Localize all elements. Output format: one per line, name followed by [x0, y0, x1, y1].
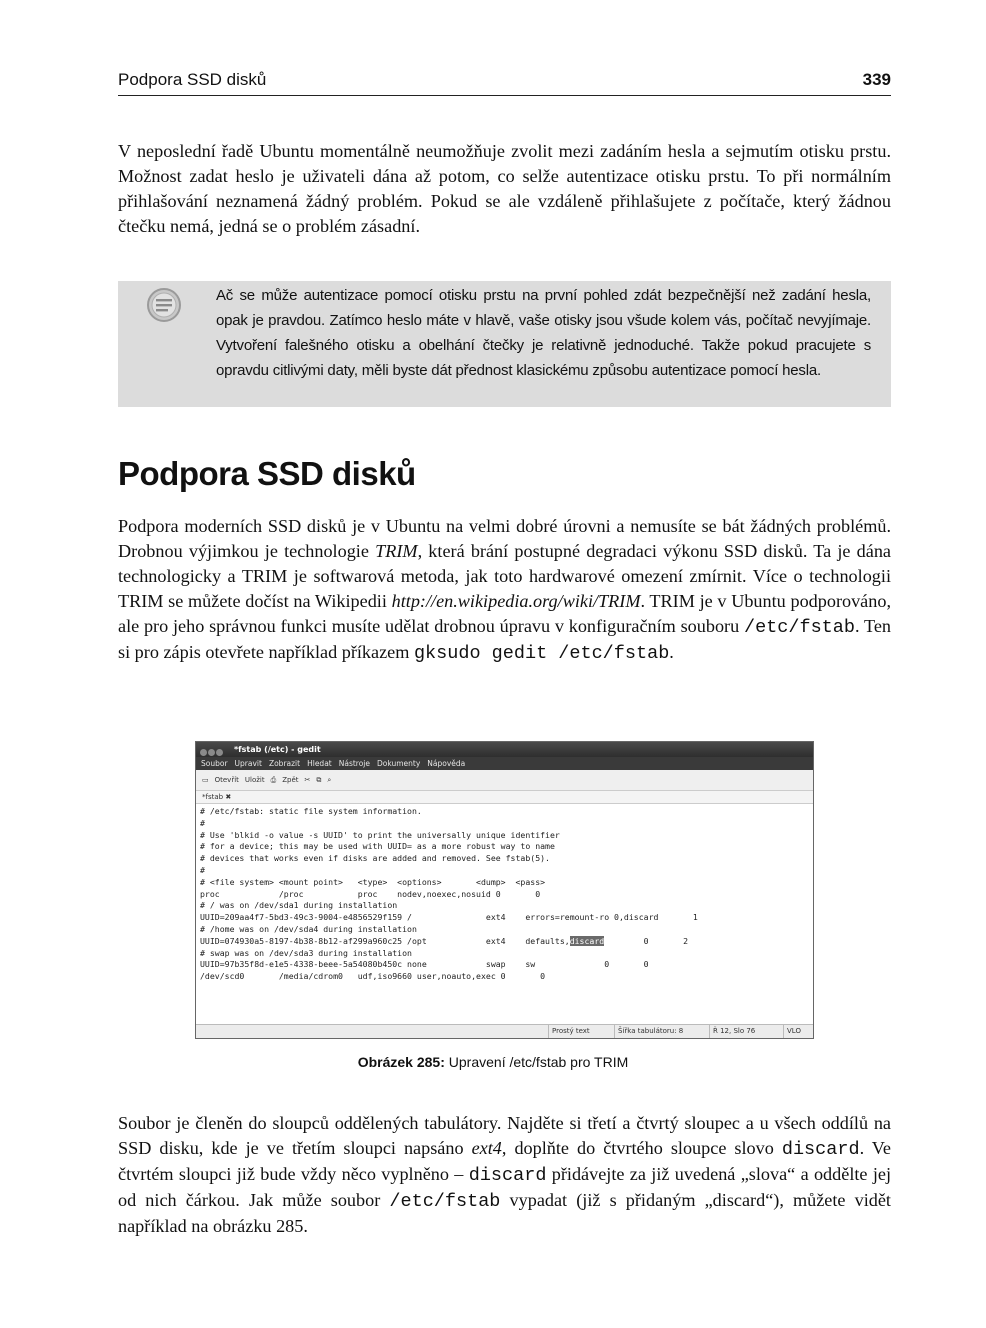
tab-label: *fstab — [202, 793, 224, 801]
menu-napoveda: Nápověda — [427, 759, 466, 768]
text-run: vypadat (již s přidaným „discard“), můžete vidět například na obrázku 285. — [118, 1190, 891, 1236]
text-run: Soubor je členěn do sloupců oddělených tabulátory. Najděte si třetí a čtvrtý sloupec a u všech oddílů na SSD disku, kde je ve třetím sloupci napsáno — [118, 1113, 891, 1158]
caption-label: Obrázek 285 — [357, 1054, 441, 1070]
print-icon: ⎙ — [270, 776, 277, 784]
text-run: přidávejte za již uvedená „slova“ a oddělte jej od nich čárkou. Jak může soubor — [118, 1164, 892, 1210]
code-discard: discard — [781, 1139, 860, 1160]
section-heading: Podpora SSD disků — [118, 455, 416, 492]
menu-soubor: Soubor — [201, 759, 228, 768]
window-title: *fstab (/etc) - gedit — [234, 745, 321, 754]
caption-separator: : — [440, 1054, 445, 1070]
figure-caption — [0, 1054, 986, 1070]
close-window-icon — [200, 749, 207, 756]
term-trim: TRIM — [375, 541, 418, 561]
code-view — [196, 804, 813, 1020]
new-document-icon: ▭ — [202, 776, 209, 784]
text-run: Podpora moderních SSD disků je v Ubuntu na velmi dobré úrovni a nemusíte se bát žádných problémů. Drobnou výjimkou je technologie — [118, 516, 891, 561]
toolbar — [196, 770, 813, 791]
maximize-window-icon — [216, 749, 223, 756]
document-tab — [196, 791, 813, 804]
term-ext4: ext4 — [471, 1138, 502, 1158]
text-run: . — [669, 642, 674, 662]
code-selection: discard — [569, 935, 605, 946]
paragraph-ssd-intro — [118, 514, 891, 666]
gedit-screenshot — [195, 741, 814, 1039]
search-icon: ⌕ — [327, 776, 332, 784]
wikipedia-link[interactable]: http://en.wikipedia.org/wiki/TRIM — [391, 591, 641, 611]
text-run: . Ve čtvrtém sloupci již bude vždy něco vyplněno – — [118, 1138, 891, 1184]
menu-hledat: Hledat — [307, 759, 332, 768]
save-button: Uložit — [244, 776, 265, 784]
text-run: . Ten si pro zápis otevřete například příkazem — [118, 616, 891, 662]
paragraph-fstab-columns — [118, 1111, 891, 1239]
paragraph-fingerprint-login: V neposlední řadě Ubuntu momentálně neumožňuje zvolit mezi zadáním hesla a sejmutím otisku prstu. Možnost zadat heslo je uživateli dána až potom, co selže autentizace otisku prstu. To při normálním přihlašování neznamená žádný problém. Pokud se ale vzdáleně přihlašujete z počítače, který žádnou čtečku nemá, jedná se o problém zásadní. — [118, 141, 891, 236]
menu-nastroje: Nástroje — [338, 759, 370, 768]
note-icon — [146, 287, 182, 323]
text-run: , doplňte do čtvrtého sloupce slovo — [501, 1138, 782, 1158]
minimize-window-icon — [208, 749, 215, 756]
page-number: 339 — [862, 70, 891, 89]
code-command: gksudo gedit /etc/fstab — [413, 643, 670, 664]
status-insert-mode: VLO — [783, 1025, 804, 1038]
running-header — [118, 68, 891, 96]
status-mode: Prostý text — [548, 1025, 593, 1038]
copy-icon: ⧉ — [316, 776, 322, 784]
tab-close-icon: ✖ — [225, 793, 232, 801]
code-fstab: /etc/fstab — [743, 617, 855, 638]
cut-icon: ✂ — [304, 776, 311, 784]
code-discard: discard — [468, 1165, 547, 1186]
window-titlebar — [196, 742, 813, 757]
note-text: Ač se může autentizace pomocí otisku prstu na první pohled zdát bezpečnější než zadání hesla, opak je pravdou. Zatímco heslo máte v hlavě, vaše otisky jsou všude kolem vás, počítač nevyjímaje. Vytvoření falešného otisku a obelhání čtečky je relativně jednoduché. Takže pokud pracujete s opravdu citlivými daty, měli byste dát přednost klasickému způsobu autentizace pomocí hesla. — [216, 287, 871, 379]
caption-text: Upravení /etc/fstab pro TRIM — [444, 1054, 629, 1070]
menu-dokumenty: Dokumenty — [377, 759, 421, 768]
note-box — [118, 281, 891, 407]
status-tab-width: Šířka tabulátoru: 8 — [614, 1025, 686, 1038]
window-controls — [200, 746, 224, 761]
status-position: Ř 12, Slo 76 — [709, 1025, 758, 1038]
undo-button: Zpět — [282, 776, 299, 784]
open-button: Otevřít — [214, 776, 239, 784]
code-fstab: /etc/fstab — [389, 1191, 501, 1212]
text-run: , která brání postupné degradaci výkonu SSD disků. Ta je dána technologicky a TRIM je softwarová metoda, jak toto hardwarové omezení zmírnit. Více o technologii TRIM se můžete dočíst na Wikipedii — [118, 541, 892, 611]
code-text: 0 2 # swap was on /dev/sda3 during installation UUID=97b35f8d-e1e5-4338-beee-5a54080b450c none swap sw 0 0 /dev/scd0 /media/cdrom0 udf,iso9660 user,noauto,exec 0 0 — [200, 935, 689, 982]
menu-upravit: Upravit — [234, 759, 262, 768]
menu-zobrazit: Zobrazit — [268, 759, 301, 768]
running-header-title: Podpora SSD disků — [118, 70, 267, 89]
status-bar — [196, 1024, 813, 1038]
code-text: # /etc/fstab: static file system information. # # Use 'blkid -o value -s UUID' to print the universally unique identifier # for a device; this may be used with UUID= as a more robust way to name # devices that works even if disks are added and removed. See fstab(5). # # <file system> <mount point> <type> <options> <dump> <pass> proc /proc proc nodev,noexec,nosuid 0 0 # / was on /dev/sda1 during installation UUID=209aa4f7-5bd3-49c3-9004-e4856529f159 / ext4 errors=remount-ro 0,discard 1 # /home was on /dev/sda4 during installation UUID=074930a5-8197-4b38-8b12-af299a960c25 /opt ext4 defaults, — [200, 806, 698, 946]
menu-bar — [196, 757, 813, 770]
text-run: . TRIM je v Ubuntu podporováno, ale pro jeho správnou funkci musíte udělat drobnou úpravu v konfiguračním souboru — [118, 591, 891, 636]
